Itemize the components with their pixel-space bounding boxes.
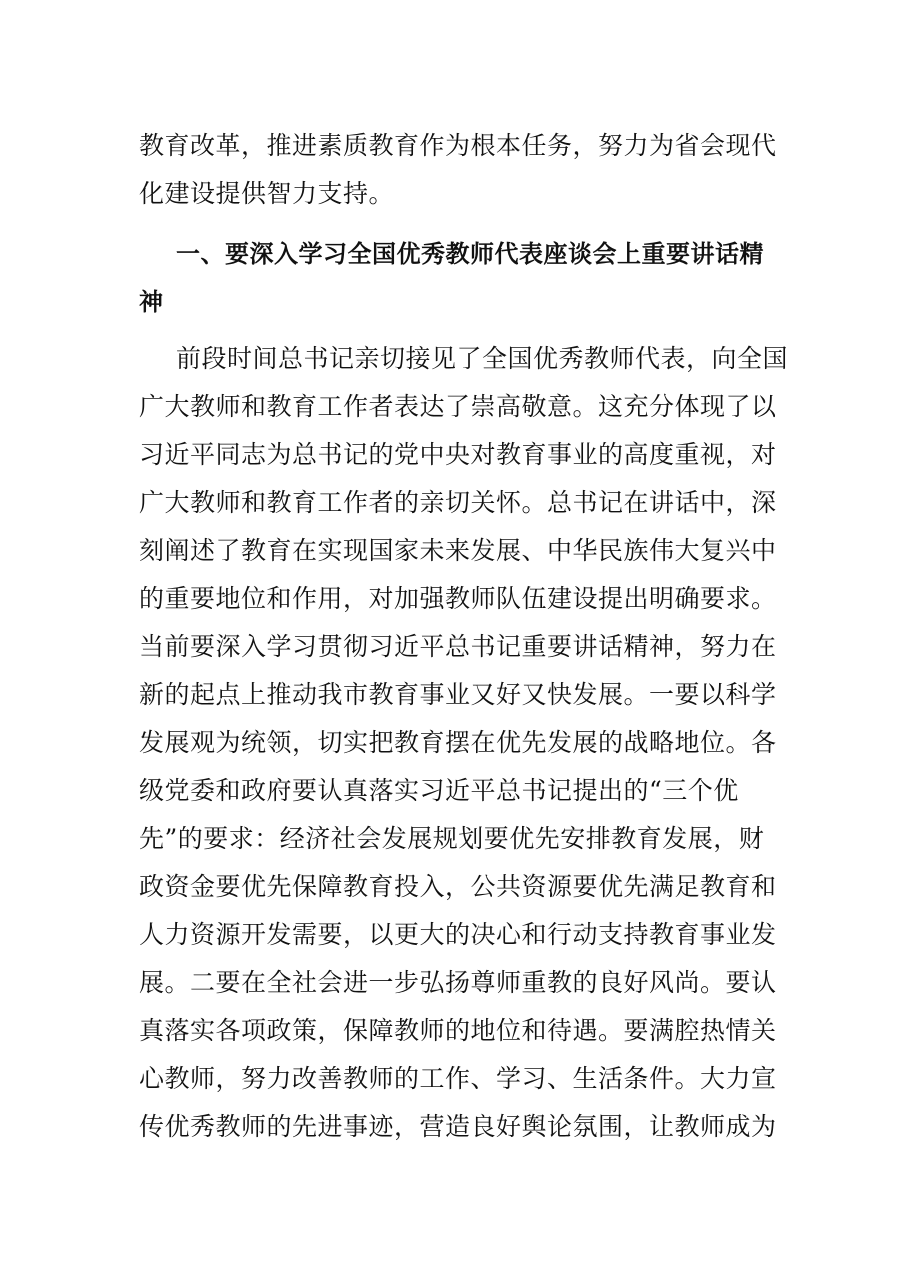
section-heading: 一、要深入学习全国优秀教师代表座谈会上重要讲话精 bbox=[176, 240, 764, 268]
body-text-line: 传优秀教师的先进事迹，营造良好舆论氛围，让教师成为 bbox=[139, 1112, 777, 1141]
body-text-line: 新的起点上推动我市教育事业又好又快发展。一要以科学 bbox=[139, 680, 777, 709]
body-text-line: 的重要地位和作用，对加强教师队伍建设提出明确要求。 bbox=[139, 584, 777, 613]
paragraph-first-line: 前段时间总书记亲切接见了全国优秀教师代表，向全国 bbox=[176, 344, 789, 373]
body-text-line: 先”的要求：经济社会发展规划要优先安排教育发展，财 bbox=[139, 824, 765, 853]
body-text-line: 发展观为统领，切实把教育摆在优先发展的战略地位。各 bbox=[139, 728, 777, 757]
body-text-line: 当前要深入学习贯彻习近平总书记重要讲话精神，努力在 bbox=[139, 632, 777, 661]
body-text-line: 教育改革，推进素质教育作为根本任务，努力为省会现代 bbox=[139, 131, 777, 160]
body-text-line: 级党委和政府要认真落实习近平总书记提出的“三个优 bbox=[139, 776, 739, 805]
body-text-line: 展。二要在全社会进一步弘扬尊师重教的良好风尚。要认 bbox=[139, 968, 777, 997]
body-text-line: 人力资源开发需要，以更大的决心和行动支持教育事业发 bbox=[139, 920, 777, 949]
body-text-line: 广大教师和教育工作者的亲切关怀。总书记在讲话中，深 bbox=[139, 488, 777, 517]
body-text-line: 真落实各项政策，保障教师的地位和待遇。要满腔热情关 bbox=[139, 1016, 777, 1045]
body-text-line: 政资金要优先保障教育投入，公共资源要优先满足教育和 bbox=[139, 872, 777, 901]
body-text-line: 广大教师和教育工作者表达了崇高敬意。这充分体现了以 bbox=[139, 392, 777, 421]
section-heading-continued: 神 bbox=[139, 288, 164, 316]
body-text-line: 心教师，努力改善教师的工作、学习、生活条件。大力宣 bbox=[139, 1064, 777, 1093]
body-text-line: 化建设提供智力支持。 bbox=[139, 179, 395, 208]
body-text-line: 刻阐述了教育在实现国家未来发展、中华民族伟大复兴中 bbox=[139, 536, 777, 565]
body-text-line: 习近平同志为总书记的党中央对教育事业的高度重视，对 bbox=[139, 440, 777, 469]
